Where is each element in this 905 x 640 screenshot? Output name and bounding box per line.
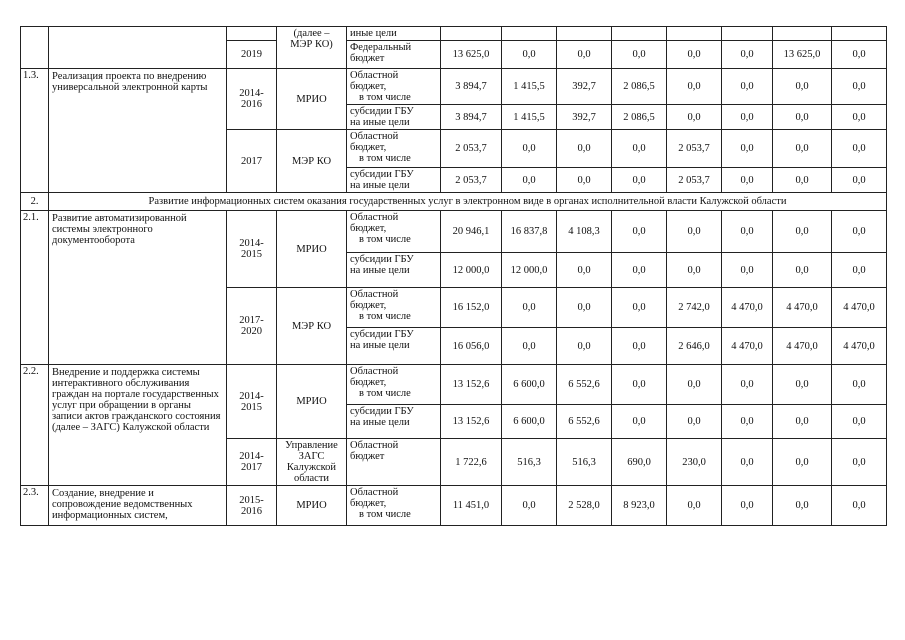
value-cell: 16 056,0 [441,328,502,365]
value-cell [502,27,557,41]
value-cell: 0,0 [502,130,557,168]
value-cell: 2 646,0 [667,328,722,365]
row-number-cell: 1.3. [21,69,49,193]
value-cell: 0,0 [667,253,722,288]
value-cell: 0,0 [667,105,722,130]
value-cell: 0,0 [773,105,832,130]
executor-cell: МРИО [277,486,347,526]
row-number-cell: 2.2. [21,365,49,486]
executor-cell: Управление ЗАГС Калужской области [277,439,347,486]
value-cell: 3 894,7 [441,69,502,105]
funding-source-cell [347,253,441,288]
value-cell: 0,0 [722,405,773,439]
value-cell: 20 946,1 [441,211,502,253]
value-cell: 2 053,7 [441,130,502,168]
value-cell: 1 415,5 [502,105,557,130]
value-cell: 0,0 [722,168,773,193]
value-cell: 0,0 [773,486,832,526]
funding-source-label: субсидии ГБУ на иные цели [350,329,414,351]
value-cell: 6 600,0 [502,405,557,439]
value-cell: 690,0 [612,439,667,486]
value-cell: 0,0 [722,253,773,288]
value-cell: 0,0 [557,288,612,328]
funding-source-cell [347,211,441,253]
year-cell: 2017 [227,130,277,193]
value-cell: 0,0 [773,130,832,168]
value-cell: 0,0 [722,41,773,69]
value-cell: 4 470,0 [832,328,887,365]
executor-cell: МРИО [277,365,347,439]
value-cell: 0,0 [557,328,612,365]
value-cell: 0,0 [667,365,722,405]
funding-source-label: Областной бюджет, [350,131,399,153]
funding-source-sublabel: в том числе [359,509,411,520]
value-cell [832,27,887,41]
value-cell: 0,0 [832,405,887,439]
value-cell: 0,0 [557,130,612,168]
value-cell: 0,0 [502,41,557,69]
table-row [21,211,887,253]
table-row [21,27,887,41]
value-cell: 392,7 [557,105,612,130]
value-cell: 0,0 [612,211,667,253]
value-cell: 6 552,6 [557,405,612,439]
value-cell: 0,0 [722,69,773,105]
funding-source-cell [347,288,441,328]
measure-name-cell: Реализация проекта по внедрению универсальной электронной карты [49,69,227,193]
value-cell: 8 923,0 [612,486,667,526]
value-cell: 0,0 [557,168,612,193]
value-cell: 0,0 [612,41,667,69]
funding-source-cell [347,130,441,168]
funding-source-cell [347,69,441,105]
funding-source-label: Областной бюджет, [350,487,399,509]
value-cell: 1 722,6 [441,439,502,486]
funding-source-sublabel: в том числе [359,153,411,164]
value-cell: 516,3 [557,439,612,486]
value-cell: 13 625,0 [441,41,502,69]
value-cell: 0,0 [832,41,887,69]
funding-source-label: Областной бюджет [350,440,399,462]
value-cell: 4 108,3 [557,211,612,253]
funding-source-cell [347,328,441,365]
value-cell: 230,0 [667,439,722,486]
funding-source-label: Областной бюджет, [350,212,399,234]
funding-source-cell [347,405,441,439]
value-cell: 0,0 [773,405,832,439]
value-cell: 0,0 [832,211,887,253]
value-cell: 0,0 [502,288,557,328]
value-cell: 0,0 [612,288,667,328]
value-cell: 6 600,0 [502,365,557,405]
value-cell: 392,7 [557,69,612,105]
value-cell [722,27,773,41]
value-cell: 0,0 [667,41,722,69]
value-cell: 0,0 [667,486,722,526]
measure-name-cell: Развитие автоматизированной системы электронного документооборота [49,211,227,365]
section-title-cell: Развитие информационных систем оказания государственных услуг в электронном виде в органах исполнительной власти Калужской области [49,193,887,211]
value-cell: 11 451,0 [441,486,502,526]
year-cell: 2014- 2017 [227,439,277,486]
value-cell: 0,0 [557,41,612,69]
funding-source-cell [347,168,441,193]
value-cell: 4 470,0 [832,288,887,328]
value-cell: 12 000,0 [502,253,557,288]
value-cell: 0,0 [722,365,773,405]
value-cell: 0,0 [722,439,773,486]
budget-table [20,26,887,526]
funding-source-label: субсидии ГБУ на иные цели [350,406,414,428]
value-cell: 0,0 [612,328,667,365]
value-cell: 16 152,0 [441,288,502,328]
executor-cell: МЭР КО [277,130,347,193]
value-cell: 4 470,0 [773,288,832,328]
value-cell: 0,0 [832,486,887,526]
value-cell: 0,0 [773,253,832,288]
funding-source-label: Областной бюджет, [350,70,399,92]
value-cell: 2 053,7 [667,168,722,193]
value-cell: 0,0 [667,69,722,105]
year-cell [227,27,277,41]
value-cell [612,27,667,41]
value-cell: 13 625,0 [773,41,832,69]
year-cell: 2017- 2020 [227,288,277,365]
value-cell: 516,3 [502,439,557,486]
value-cell [667,27,722,41]
year-cell: 2014- 2016 [227,69,277,130]
value-cell: 16 837,8 [502,211,557,253]
value-cell [557,27,612,41]
value-cell: 0,0 [502,486,557,526]
value-cell: 0,0 [612,168,667,193]
funding-source-label: Областной бюджет, [350,289,399,311]
value-cell: 0,0 [667,405,722,439]
value-cell: 1 415,5 [502,69,557,105]
budget-table-page [20,26,886,526]
section-number-cell: 2. [21,193,49,211]
value-cell: 3 894,7 [441,105,502,130]
funding-source-sublabel: в том числе [359,234,411,245]
executor-cell: МРИО [277,211,347,288]
funding-source-label: Областной бюджет, [350,366,399,388]
value-cell: 0,0 [773,439,832,486]
value-cell: 12 000,0 [441,253,502,288]
table-row [21,486,887,526]
funding-source-cell: иные цели [347,27,441,41]
value-cell: 2 528,0 [557,486,612,526]
value-cell: 0,0 [667,211,722,253]
value-cell: 0,0 [773,365,832,405]
funding-source-label: субсидии ГБУ на иные цели [350,169,414,191]
executor-cell: МРИО [277,69,347,130]
measure-name-cell: Внедрение и поддержка системы интерактивного обслуживания граждан на портале государственных услуг при обращении в органы записи актов гражданского состояния (далее – ЗАГС) Калужской области [49,365,227,486]
value-cell: 0,0 [832,105,887,130]
value-cell: 2 053,7 [441,168,502,193]
value-cell: 0,0 [612,253,667,288]
value-cell [773,27,832,41]
value-cell: 0,0 [832,168,887,193]
measure-name-cell [49,27,227,69]
value-cell: 2 742,0 [667,288,722,328]
year-cell: 2014- 2015 [227,211,277,288]
funding-source-label: субсидии ГБУ на иные цели [350,254,414,276]
value-cell: 4 470,0 [773,328,832,365]
value-cell: 0,0 [832,439,887,486]
executor-cell: (далее – МЭР КО) [277,27,347,69]
row-number-cell: 2.3. [21,486,49,526]
value-cell: 0,0 [832,130,887,168]
value-cell: 4 470,0 [722,328,773,365]
value-cell: 0,0 [773,69,832,105]
value-cell: 0,0 [722,211,773,253]
table-row [21,365,887,405]
funding-source-cell [347,105,441,130]
value-cell: 2 086,5 [612,69,667,105]
value-cell: 4 470,0 [722,288,773,328]
value-cell: 2 086,5 [612,105,667,130]
row-number-cell [21,27,49,69]
value-cell: 6 552,6 [557,365,612,405]
value-cell: 13 152,6 [441,405,502,439]
value-cell: 0,0 [612,365,667,405]
value-cell [441,27,502,41]
funding-source-label: субсидии ГБУ на иные цели [350,106,414,128]
year-cell: 2019 [227,41,277,69]
value-cell: 0,0 [612,405,667,439]
value-cell: 0,0 [502,328,557,365]
funding-source-cell: Федеральный бюджет [347,41,441,69]
value-cell: 0,0 [773,168,832,193]
value-cell: 0,0 [557,253,612,288]
funding-source-sublabel: в том числе [359,388,411,399]
value-cell: 0,0 [832,253,887,288]
value-cell: 0,0 [832,365,887,405]
table-row [21,69,887,105]
row-number-cell: 2.1. [21,211,49,365]
value-cell: 13 152,6 [441,365,502,405]
funding-source-sublabel: в том числе [359,311,411,322]
year-cell: 2015- 2016 [227,486,277,526]
section-header-row [21,193,887,211]
value-cell: 0,0 [612,130,667,168]
value-cell: 2 053,7 [667,130,722,168]
funding-source-cell [347,486,441,526]
year-cell: 2014- 2015 [227,365,277,439]
value-cell: 0,0 [722,105,773,130]
measure-name-cell: Создание, внедрение и сопровождение ведомственных информационных систем, [49,486,227,526]
value-cell: 0,0 [832,69,887,105]
value-cell: 0,0 [773,211,832,253]
funding-source-cell [347,439,441,486]
value-cell: 0,0 [722,130,773,168]
funding-source-sublabel: в том числе [359,92,411,103]
value-cell: 0,0 [722,486,773,526]
funding-source-cell [347,365,441,405]
executor-cell: МЭР КО [277,288,347,365]
value-cell: 0,0 [502,168,557,193]
